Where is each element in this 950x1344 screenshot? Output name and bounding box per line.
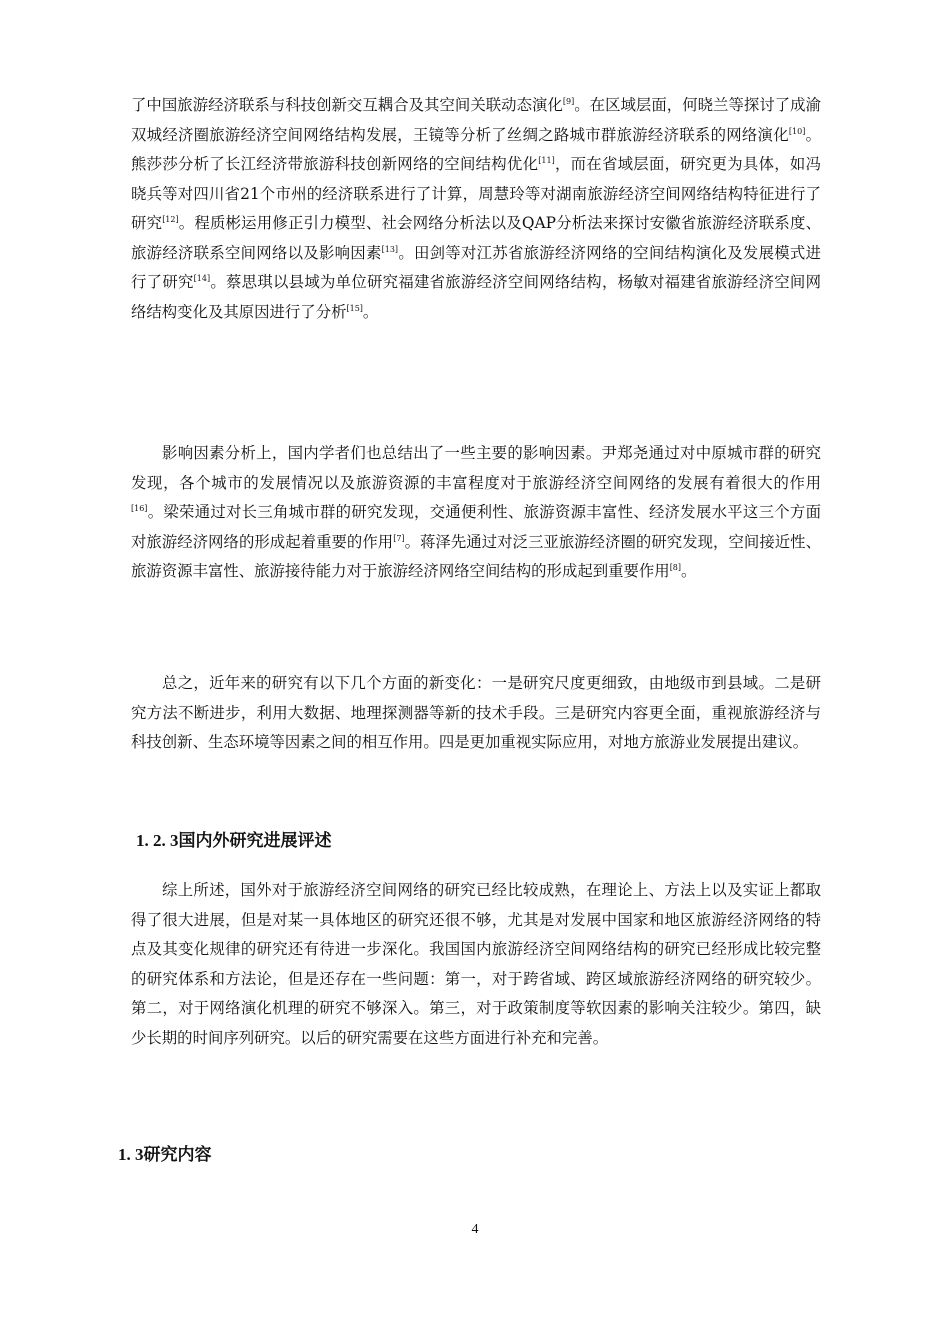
section-number: 1. 3 — [118, 1145, 144, 1164]
citation-ref: [16] — [131, 503, 148, 513]
section-title: 国内外研究进展评述 — [178, 831, 332, 851]
citation-ref: [9] — [562, 96, 575, 106]
paragraph-1 — [131, 91, 821, 327]
section-heading-1-2-3 — [136, 829, 332, 853]
text-run: 。在区域层面，何晓兰等探讨了成渝双城经济圈旅游经济空间网络结构发展，王镜等分析了丝绸之路城市群旅游经济联系的网络演化 — [131, 96, 821, 144]
text-run: 总之，近年来的研究有以下几个方面的新变化：一是研究尺度更细致，由地级市到县域。二是研究方法不断进步，利用大数据、地理探测器等新的技术手段。三是研究内容更全面，重视旅游经济与科技创新、生态环境等因素之间的相互作用。四是更加重视实际应用，对地方旅游业发展提出建议。 — [131, 674, 821, 751]
text-run: 。蔡思琪以县域为单位研究福建省旅游经济空间网络结构，杨敏对福建省旅游经济空间网络结构变化及其原因进行了分析 — [131, 273, 821, 321]
section-heading-1-3 — [118, 1143, 212, 1167]
text-run: 了中国旅游经济联系与科技创新交互耦合及其空间关联动态演化 — [131, 96, 563, 114]
paragraph-4 — [131, 876, 821, 1053]
citation-ref: [7] — [393, 533, 405, 543]
citation-ref: [14] — [193, 273, 211, 283]
text-run: 影响因素分析上，国内学者们也总结出了一些主要的影响因素。尹郑尧通过对中原城市群的研究发现，各个城市的发展情况以及旅游资源的丰富程度对于旅游经济空间网络的发展有着很大的作用 — [131, 444, 821, 492]
text-run: ，而在省域层面，研究更为具体，如冯晓兵等对四川省21个市州的经济联系进行了计算，周慧玲等对湖南旅游经济空间网络结构特征进行了研究 — [131, 155, 821, 232]
text-run: 。 — [362, 302, 379, 321]
citation-ref: [11] — [538, 155, 555, 165]
paragraph-2 — [131, 439, 821, 587]
text-run: 。田剑等对江苏省旅游经济网络的空间结构演化及发展模式进行了研究 — [131, 243, 821, 291]
citation-ref: [10] — [788, 126, 806, 136]
text-run: 。熊莎莎分析了长江经济带旅游科技创新网络的空间结构优化 — [131, 125, 821, 173]
text-run: 。梁荣通过对长三角城市群的研究发现，交通便利性、旅游资源丰富性、经济发展水平这三个方面对旅游经济网络的形成起着重要的作用 — [131, 503, 821, 551]
citation-ref: [15] — [346, 303, 363, 313]
citation-ref: [12] — [162, 214, 179, 224]
text-run: 。蒋泽先通过对泛三亚旅游经济圈的研究发现，空间接近性、旅游资源丰富性、旅游接待能力对于旅游经济网络空间结构的形成起到重要作用 — [131, 532, 821, 580]
citation-ref: [8] — [669, 562, 682, 572]
text-run: 。程质彬运用修正引力模型、社会网络分析法以及QAP分析法来探讨安徽省旅游经济联系度、旅游经济联系空间网络以及影响因素 — [131, 214, 821, 262]
page-number: 4 — [471, 1222, 479, 1237]
text-run: 综上所述，国外对于旅游经济空间网络的研究已经比较成熟，在理论上、方法上以及实证上都取得了很大进展，但是对某一具体地区的研究还很不够，尤其是对发展中国家和地区旅游经济网络的特点及其变化规律的研究还有待进一步深化。我国国内旅游经济空间网络结构的研究已经形成比较完整的研究体系和方法论，但是还存在一些问题：第一，对于跨省域、跨区域旅游经济网络的研究较少。第二，对于网络演化机理的研究不够深入。第三，对于政策制度等软因素的影响关注较少。第四，缺少长期的时间序列研究。以后的研究需要在这些方面进行补充和完善。 — [131, 881, 821, 1047]
section-number: 1. 2. 3 — [136, 831, 179, 850]
citation-ref: [13] — [381, 244, 399, 254]
section-title: 研究内容 — [143, 1145, 212, 1165]
text-run: 。 — [681, 562, 697, 580]
paragraph-3 — [131, 669, 821, 758]
